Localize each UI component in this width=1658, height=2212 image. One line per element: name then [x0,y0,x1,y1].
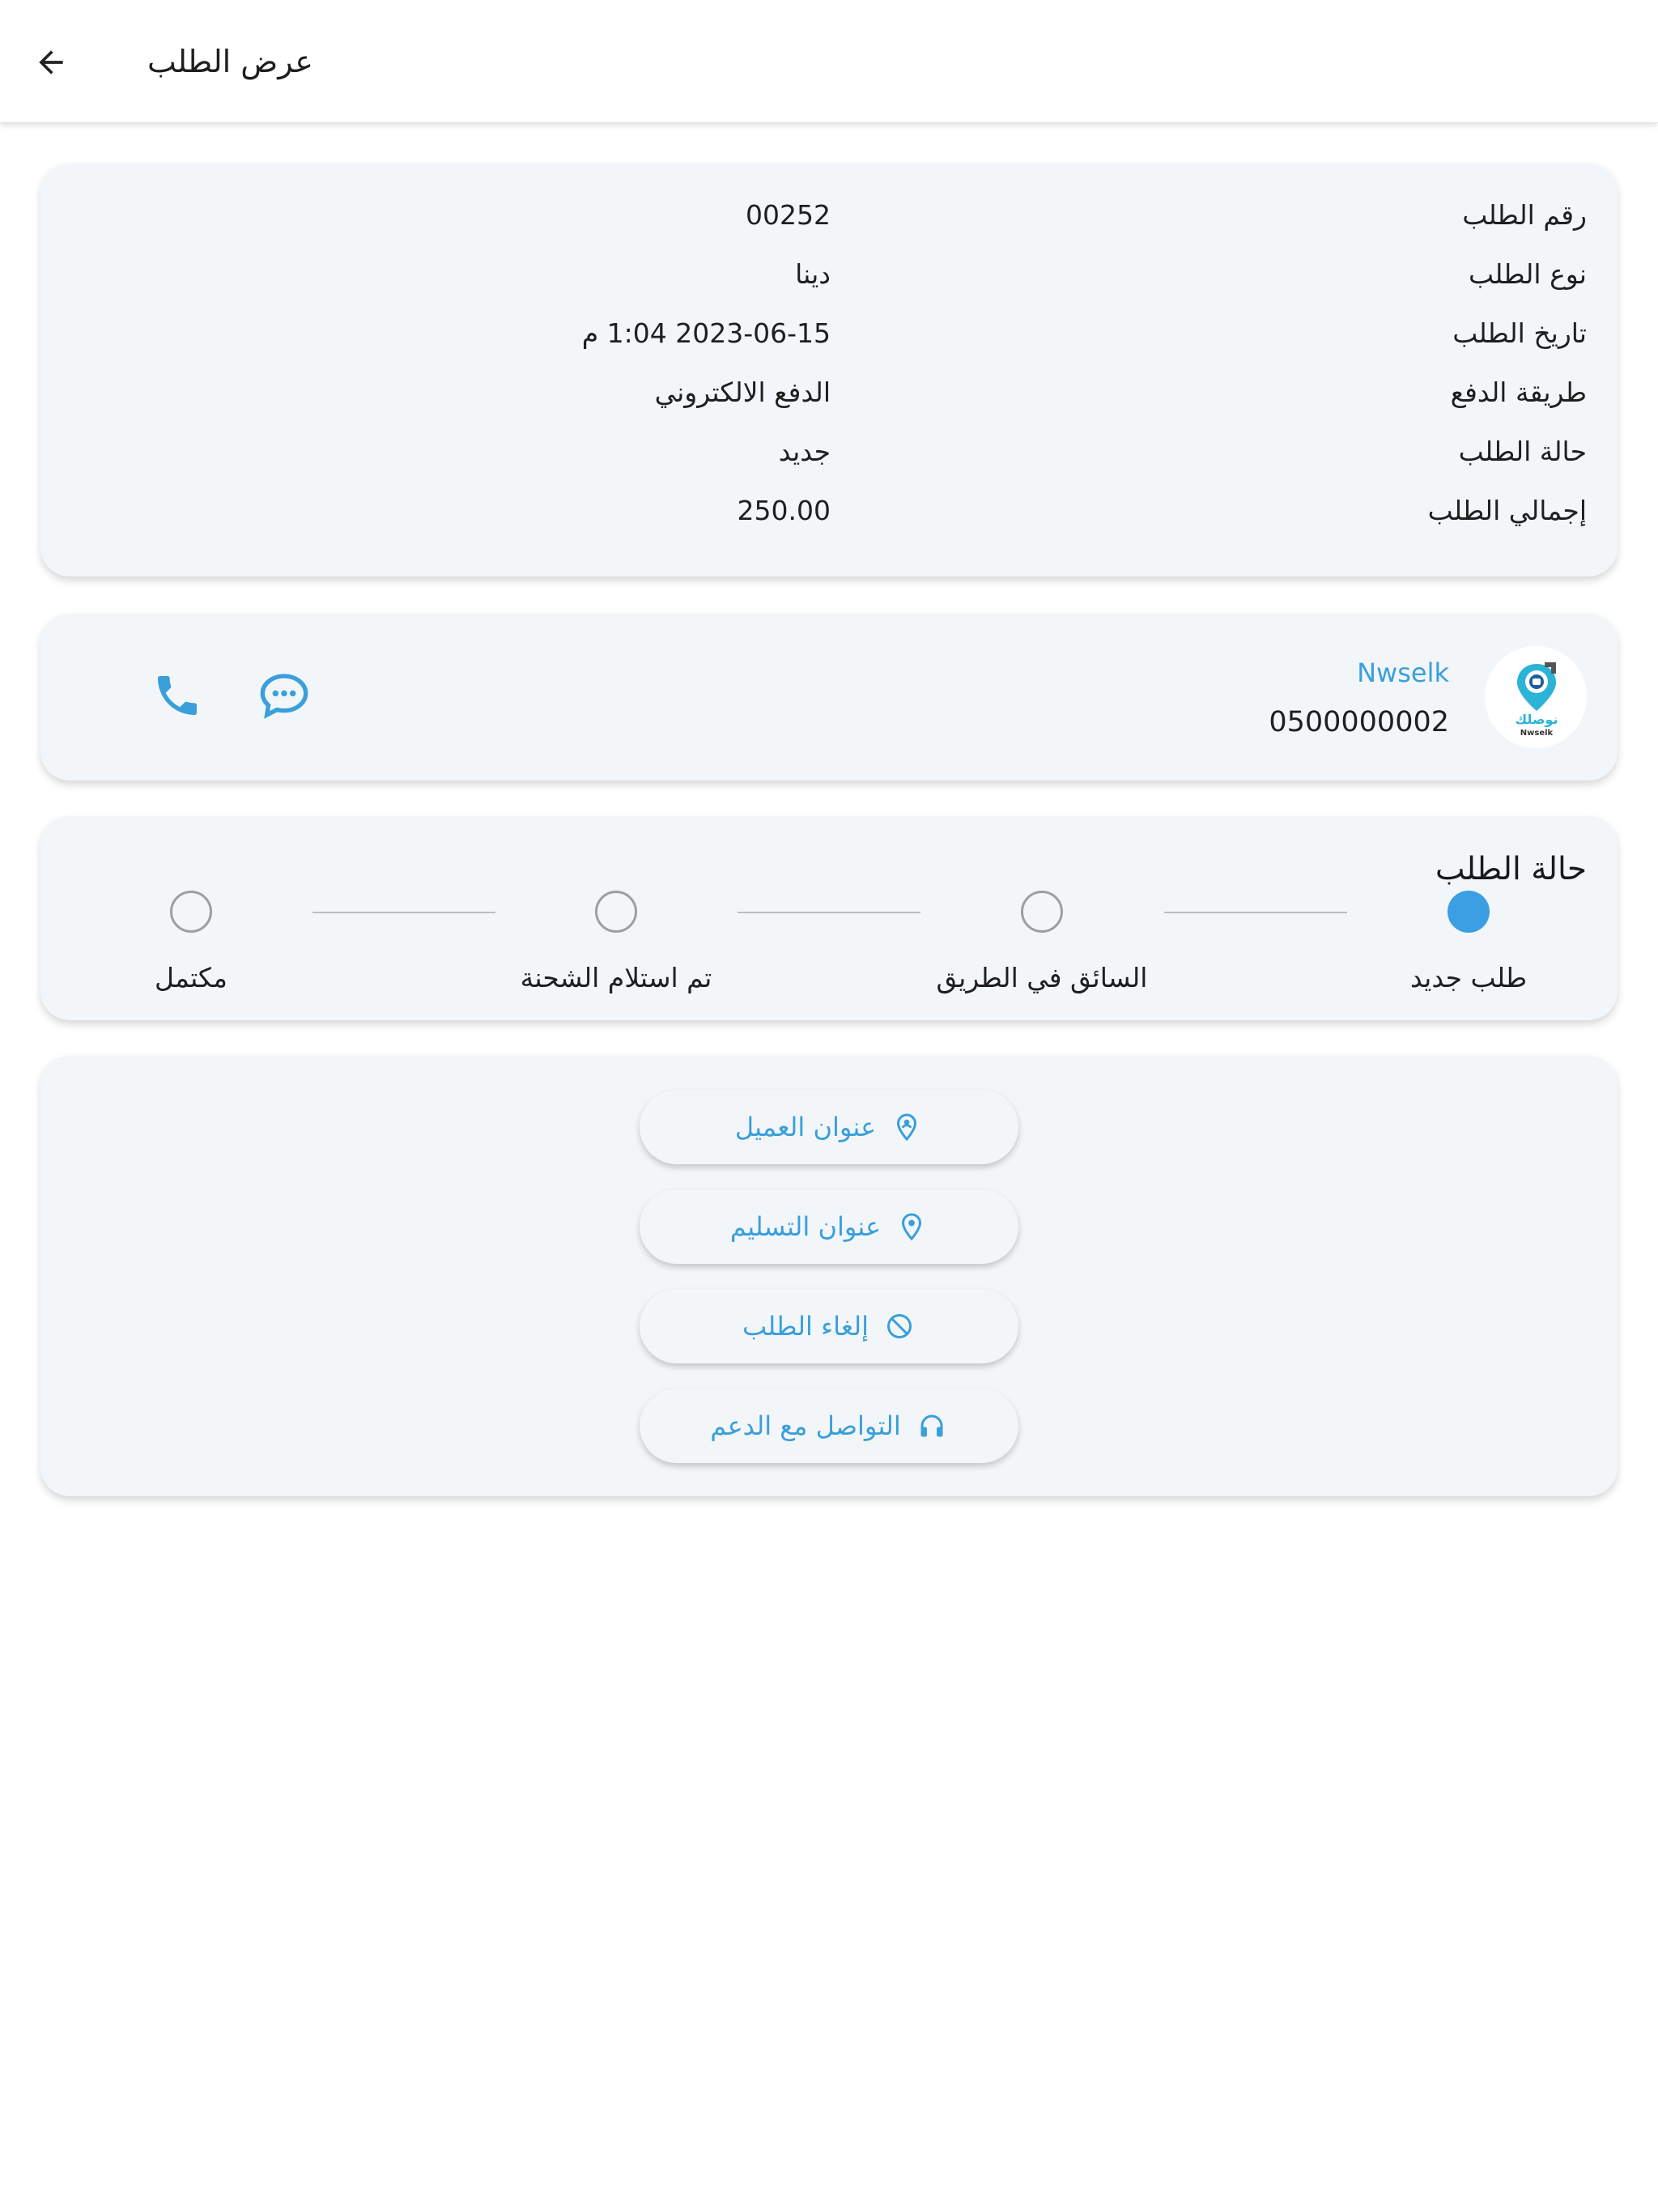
detail-value: الدفع الالكتروني [654,376,831,408]
detail-row-order-type [40,250,1618,299]
action-label: عنوان التسليم [729,1211,882,1242]
step-label-completed: مكتمل [155,962,227,993]
call-button[interactable] [141,659,214,732]
delivery-address-button[interactable] [640,1189,1018,1264]
detail-value: 00252 [746,199,831,231]
step-indicator-driver-on-way [1021,891,1063,933]
step-connector [312,912,495,913]
nwselk-logo [1491,653,1580,742]
chat-button[interactable] [248,659,321,732]
detail-value: 2023-06-15 1:04 م [581,317,831,349]
detail-value: جديد [778,436,831,467]
detail-value: دينا [795,258,831,290]
actions-card [40,1056,1618,1496]
step-indicator-new-order [1448,891,1490,933]
svg-text:Nwselk: Nwselk [1520,729,1554,738]
order-status-card [40,816,1618,1020]
chat-bubble-icon [258,670,310,721]
back-button[interactable] [23,34,79,91]
step-label-driver-on-way: السائق في الطريق [936,962,1148,993]
detail-label: نوع الطلب [1468,258,1587,290]
phone-icon [151,670,203,721]
contact-support-button[interactable] [640,1389,1018,1463]
customer-address-button[interactable] [640,1090,1018,1164]
cancel-order-button[interactable] [640,1289,1018,1363]
order-details-card [40,164,1618,576]
step-indicator-shipment-received [595,891,637,933]
detail-label: إجمالي الطلب [1427,495,1587,526]
detail-value: 250.00 [737,495,831,526]
step-indicator-completed [170,891,212,933]
arrow-back-icon [33,45,69,80]
step-connector [738,912,920,913]
page-title: عرض الطلب [147,44,313,79]
detail-label: رقم الطلب [1462,199,1587,231]
headset-icon [916,1410,948,1442]
block-icon [883,1310,916,1342]
person-pin-icon [891,1111,923,1143]
step-connector [1164,912,1347,913]
action-label: عنوان العميل [734,1112,877,1142]
avatar [1485,646,1587,748]
contact-card [40,614,1618,781]
detail-label: طريقة الدفع [1450,376,1587,408]
action-label: إلغاء الطلب [742,1311,869,1342]
status-title: حالة الطلب [1435,851,1587,887]
contact-phone: 0500000002 [1269,706,1449,738]
detail-label: حالة الطلب [1458,436,1587,467]
contact-name: Nwselk [1357,657,1449,688]
detail-label: تاريخ الطلب [1452,317,1587,349]
detail-row-order-number [40,191,1618,240]
step-label-new-order: طلب جديد [1409,962,1528,993]
step-label-shipment-received: تم استلام الشحنة [520,962,712,993]
detail-row-order-status [40,428,1618,476]
detail-row-order-total [40,487,1618,535]
app-bar [0,0,1658,123]
svg-text:نوصلك: نوصلك [1515,712,1558,727]
location-pin-icon [895,1210,928,1243]
detail-row-order-date [40,309,1618,358]
detail-row-payment-method [40,368,1618,417]
action-label: التواصل مع الدعم [710,1410,901,1441]
